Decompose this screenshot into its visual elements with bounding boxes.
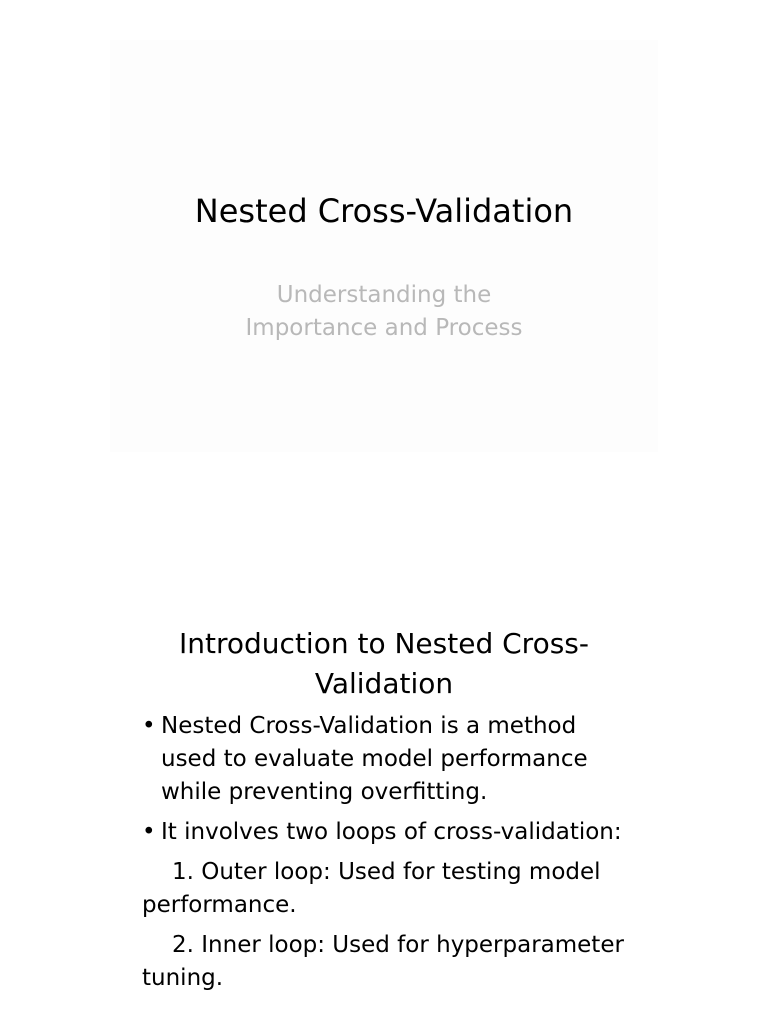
bullet-text: It involves two loops of cross-validation: xyxy=(161,819,622,845)
bullet-list xyxy=(110,710,658,849)
step-item: 2. Inner loop: Used for hyperparameter tuning. xyxy=(142,932,624,991)
intro-slide xyxy=(110,612,658,1024)
subtitle-line: Understanding the xyxy=(276,282,492,308)
step-item: 1. Outer loop: Used for testing model performance. xyxy=(142,859,601,918)
slide-heading: Introduction to Nested Cross-Validation xyxy=(179,627,589,700)
bullet-item xyxy=(110,710,658,809)
title-slide xyxy=(110,40,658,452)
subtitle-line: Importance and Process xyxy=(245,315,523,341)
slide-title: Nested Cross-Validation xyxy=(194,192,574,230)
bullet-icon: • xyxy=(142,713,156,739)
bullet-icon: • xyxy=(142,819,156,845)
slide-subtitle xyxy=(110,279,658,345)
bullet-item xyxy=(110,816,658,849)
bullet-text: Nested Cross-Validation is a method used to evaluate model performance while preventing overfitting. xyxy=(161,713,588,805)
